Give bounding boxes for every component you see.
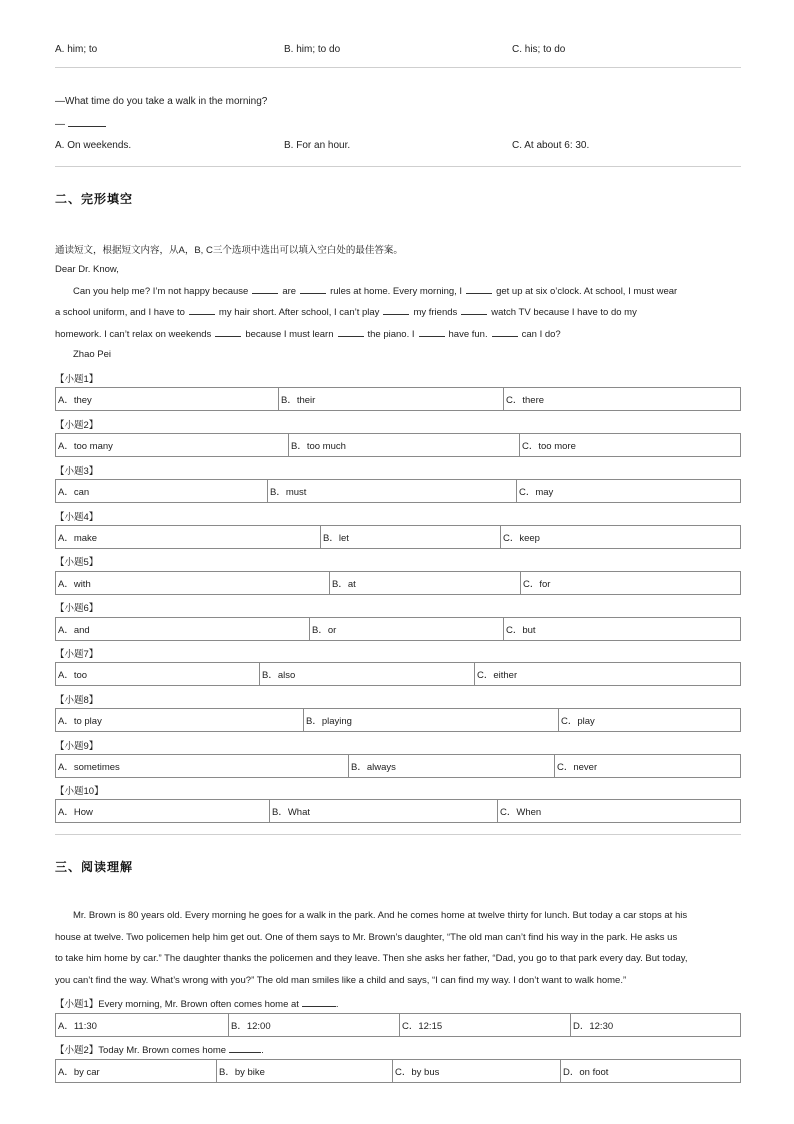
letter-signature: Zhao Pei bbox=[73, 349, 112, 360]
option-b[interactable]: B．let bbox=[321, 526, 501, 549]
instruction: 通读短文，根据短文内容，从A，B, C三个选项中选出可以填入空白处的最佳答案。 bbox=[55, 245, 403, 256]
options-table bbox=[55, 617, 741, 641]
option-c[interactable]: C．may bbox=[517, 480, 741, 503]
letter-line-1: Can you help me? I’m not happy because are rules at home. Every morning, I get up at six o’clock. At school, I must wear bbox=[73, 286, 678, 297]
question-label: 【小题4】 bbox=[55, 512, 99, 523]
question-label: 【小题6】 bbox=[55, 603, 99, 614]
blank-2[interactable] bbox=[300, 285, 326, 294]
option-b[interactable]: B. him; to do bbox=[284, 44, 341, 55]
option-b[interactable]: B．12:00 bbox=[229, 1014, 400, 1037]
options-table bbox=[55, 387, 741, 411]
options-table bbox=[55, 479, 741, 503]
option-c[interactable]: C. his; to do bbox=[512, 44, 566, 55]
option-c[interactable]: C．12:15 bbox=[400, 1014, 571, 1037]
letter-line-3: homework. I can’t relax on weekends because I must learn the piano. I have fun. can I do? bbox=[55, 329, 561, 340]
blank-8[interactable] bbox=[338, 328, 364, 337]
option-d[interactable]: D．on foot bbox=[561, 1060, 741, 1083]
option-c[interactable]: C．never bbox=[555, 755, 741, 778]
question-label: 【小题2】 bbox=[55, 420, 99, 431]
option-a[interactable]: A．by car bbox=[56, 1060, 217, 1083]
question-stem: 【小题1】Every morning, Mr. Brown often comes home at . bbox=[55, 999, 339, 1010]
answer-blank[interactable] bbox=[302, 998, 336, 1007]
option-b[interactable]: B．their bbox=[279, 388, 504, 411]
option-a[interactable]: A．make bbox=[56, 526, 321, 549]
divider bbox=[55, 834, 741, 835]
option-a[interactable]: A. On weekends. bbox=[55, 140, 132, 151]
option-c[interactable]: C．When bbox=[498, 800, 741, 823]
option-a[interactable]: A．too many bbox=[56, 434, 289, 457]
option-a[interactable]: A．can bbox=[56, 480, 268, 503]
option-c[interactable]: C．play bbox=[559, 709, 741, 732]
section-title: 三、阅读理解 bbox=[55, 860, 134, 874]
answer-line bbox=[55, 118, 106, 130]
blank-7[interactable] bbox=[215, 328, 241, 337]
option-a[interactable]: A．to play bbox=[56, 709, 304, 732]
option-c[interactable]: C．but bbox=[504, 618, 741, 641]
option-c[interactable]: C．too more bbox=[520, 434, 741, 457]
option-b[interactable]: B. For an hour. bbox=[284, 140, 351, 151]
options-table bbox=[55, 662, 741, 686]
blank-10[interactable] bbox=[492, 328, 518, 337]
option-c[interactable]: C．either bbox=[475, 663, 741, 686]
option-c[interactable]: C．by bus bbox=[393, 1060, 561, 1083]
answer-blank[interactable] bbox=[68, 118, 106, 127]
question-label: 【小题7】 bbox=[55, 649, 99, 660]
letter-greeting: Dear Dr. Know, bbox=[55, 264, 119, 275]
section-title: 二、完形填空 bbox=[55, 192, 134, 206]
options-table bbox=[55, 571, 741, 595]
passage-line-4: you can’t find the way. What’s wrong with you?” The old man smiles like a child and says, “I can find my way. I don’t want to walk home.” bbox=[55, 975, 627, 986]
question-label: 【小题10】 bbox=[55, 786, 104, 797]
passage-line-1: Mr. Brown is 80 years old. Every morning he goes for a walk in the park. And he comes home at twelve thirty for lunch. But today a car stops at his bbox=[73, 910, 688, 921]
blank-1[interactable] bbox=[252, 285, 278, 294]
option-a[interactable]: A. him; to bbox=[55, 44, 98, 55]
options-table bbox=[55, 708, 741, 732]
option-d[interactable]: D．12:30 bbox=[571, 1014, 741, 1037]
blank-4[interactable] bbox=[189, 306, 215, 315]
options-table bbox=[55, 525, 741, 549]
option-c[interactable]: C．there bbox=[504, 388, 741, 411]
question-stem: 【小题2】Today Mr. Brown comes home . bbox=[55, 1045, 264, 1056]
option-b[interactable]: B．or bbox=[310, 618, 504, 641]
answer-prefix: — bbox=[55, 119, 65, 130]
options-table bbox=[55, 799, 741, 823]
blank-6[interactable] bbox=[461, 306, 487, 315]
question-label: 【小题9】 bbox=[55, 741, 99, 752]
option-a[interactable]: A．they bbox=[56, 388, 279, 411]
option-a[interactable]: A．How bbox=[56, 800, 270, 823]
answer-blank[interactable] bbox=[229, 1044, 261, 1053]
blank-3[interactable] bbox=[466, 285, 492, 294]
option-b[interactable]: B．must bbox=[268, 480, 517, 503]
divider bbox=[55, 67, 741, 68]
option-b[interactable]: B．at bbox=[330, 572, 521, 595]
option-a[interactable]: A．with bbox=[56, 572, 330, 595]
blank-5[interactable] bbox=[383, 306, 409, 315]
question-label: 【小题3】 bbox=[55, 466, 99, 477]
passage-line-3: to take him home by car.” The daughter thanks the policemen and they leave. Then she asks her father, “Dad, you go to that park every day. But today, bbox=[55, 953, 688, 964]
option-b[interactable]: B．What bbox=[270, 800, 498, 823]
option-a[interactable]: A．too bbox=[56, 663, 260, 686]
passage-line-2: house at twelve. Two policemen help him get out. One of them says to Mr. Brown’s daughter, “The old man can’t find his way in the park. He asks us bbox=[55, 932, 678, 943]
option-c[interactable]: C．keep bbox=[501, 526, 741, 549]
options-table bbox=[55, 1013, 741, 1037]
question-label: 【小题5】 bbox=[55, 557, 99, 568]
question-label: 【小题8】 bbox=[55, 695, 99, 706]
option-c[interactable]: C. At about 6: 30. bbox=[512, 140, 590, 151]
option-a[interactable]: A．sometimes bbox=[56, 755, 349, 778]
blank-9[interactable] bbox=[419, 328, 445, 337]
option-b[interactable]: B．too much bbox=[289, 434, 520, 457]
question-label: 【小题1】 bbox=[55, 374, 99, 385]
options-table bbox=[55, 754, 741, 778]
option-b[interactable]: B．playing bbox=[304, 709, 559, 732]
option-b[interactable]: B．by bike bbox=[217, 1060, 393, 1083]
option-a[interactable]: A．11:30 bbox=[56, 1014, 229, 1037]
divider bbox=[55, 166, 741, 167]
options-table bbox=[55, 1059, 741, 1083]
letter-line-2: a school uniform, and I have to my hair short. After school, I can’t play my friends watch TV because I have to do my bbox=[55, 307, 637, 318]
option-b[interactable]: B．always bbox=[349, 755, 555, 778]
option-b[interactable]: B．also bbox=[260, 663, 475, 686]
question-text: —What time do you take a walk in the morning? bbox=[55, 96, 268, 107]
options-table bbox=[55, 433, 741, 457]
option-a[interactable]: A．and bbox=[56, 618, 310, 641]
option-c[interactable]: C．for bbox=[521, 572, 741, 595]
